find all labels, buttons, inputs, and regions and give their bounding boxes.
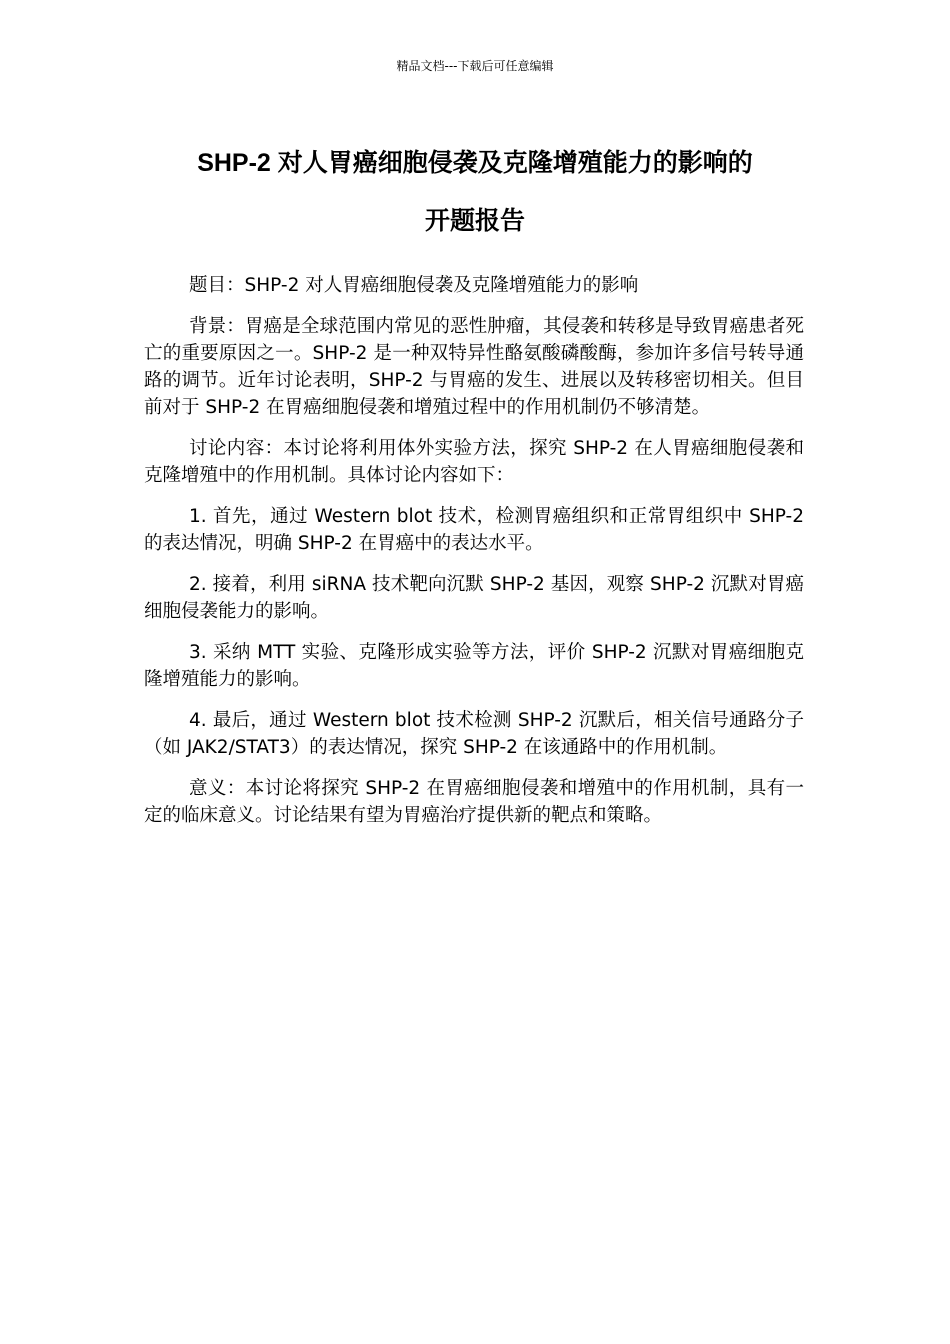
paragraph-background: 背景：胃癌是全球范围内常见的恶性肿瘤，其侵袭和转移是导致胃癌患者死亡的重要原因之一。SHP-2 是一种双特异性酪氨酸磷酸酶，参加许多信号转导通路的调节。近年讨论表明，SHP-2 与胃癌的发生、进展以及转移密切相关。但目前对于 SHP-2 在胃癌细胞侵袭和增殖过程中的作用机制仍不够清楚。 (144, 316, 804, 418)
paragraph-step-3: 3. 采纳 MTT 实验、克隆形成实验等方法，评价 SHP-2 沉默对胃癌细胞克隆增殖能力的影响。 (144, 642, 804, 690)
paragraph-step-1: 1. 首先，通过 Western blot 技术，检测胃癌组织和正常胃组织中 SHP-2 的表达情况，明确 SHP-2 在胃癌中的表达水平。 (144, 506, 804, 554)
document-body (144, 272, 804, 843)
paragraph-step-4: 4. 最后，通过 Western blot 技术检测 SHP-2 沉默后，相关信号通路分子（如 JAK2/STAT3）的表达情况，探究 SHP-2 在该通路中的作用机制。 (144, 710, 804, 758)
header-note: 精品文档---下载后可任意编辑 (396, 59, 554, 73)
paragraph-step-2: 2. 接着，利用 siRNA 技术靶向沉默 SHP-2 基因，观察 SHP-2 沉默对胃癌细胞侵袭能力的影响。 (144, 574, 804, 622)
paragraph-research-content: 讨论内容：本讨论将利用体外实验方法，探究 SHP-2 在人胃癌细胞侵袭和克隆增殖中的作用机制。具体讨论内容如下： (144, 438, 804, 486)
paragraph-significance: 意义：本讨论将探究 SHP-2 在胃癌细胞侵袭和增殖中的作用机制，具有一定的临床意义。讨论结果有望为胃癌治疗提供新的靶点和策略。 (144, 778, 804, 826)
document-title (100, 134, 850, 250)
title-line-1: SHP-2 对人胃癌细胞侵袭及克隆增殖能力的影响的 (197, 149, 753, 177)
title-line-2: 开题报告 (424, 207, 525, 235)
paragraph-topic: 题目：SHP-2 对人胃癌细胞侵袭及克隆增殖能力的影响 (189, 275, 639, 296)
